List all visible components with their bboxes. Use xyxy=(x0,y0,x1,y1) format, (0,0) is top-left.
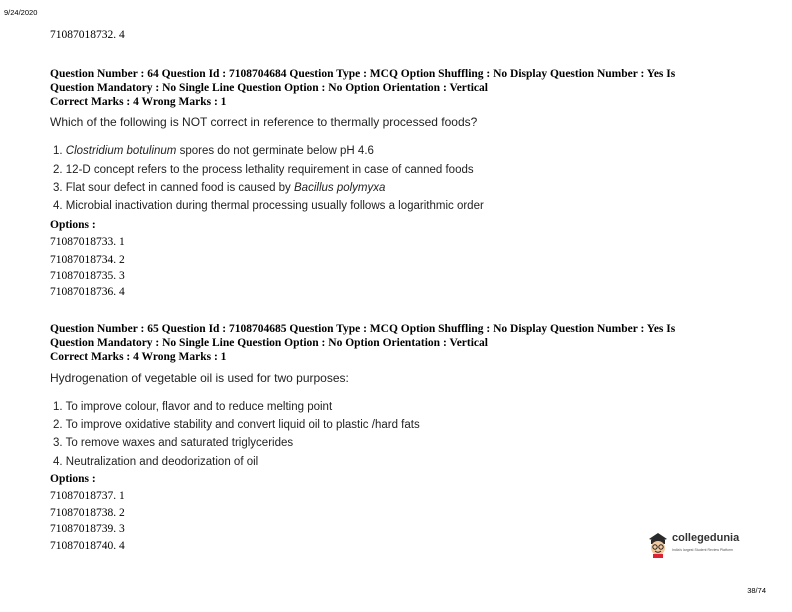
q64-choice-3-italic: Bacillus polymyxa xyxy=(294,182,386,194)
collegedunia-logo[interactable] xyxy=(646,530,756,560)
q65-choice-2: 2. To improve oxidative stability and convert liquid oil to plastic /hard fats xyxy=(53,419,420,431)
q64-choice-1-italic: Clostridium botulinum xyxy=(65,145,177,157)
q65-option-3: 71087018739. 3 xyxy=(50,523,125,535)
q65-header xyxy=(50,322,740,350)
q65-choice-3: 3. To remove waxes and saturated triglycerides xyxy=(53,437,294,449)
q65-choice-1: 1. To improve colour, flavor and to reduce melting point xyxy=(53,401,333,413)
q65-question-text: Hydrogenation of vegetable oil is used for two purposes: xyxy=(50,371,349,385)
q64-option-3: 71087018735. 3 xyxy=(50,270,125,282)
q64-header-line1: Question Number : 64 Question Id : 7108704684 Question Type : MCQ Option Shuffling : No Display Question Number : Yes Is xyxy=(50,68,676,80)
q65-header-line1: Question Number : 65 Question Id : 7108704685 Question Type : MCQ Option Shuffling : No Display Question Number : Yes Is xyxy=(50,323,676,335)
logo-wordmark: collegedunia xyxy=(672,532,740,544)
page-number: 38/74 xyxy=(747,586,766,595)
q65-option-4: 71087018740. 4 xyxy=(50,540,125,552)
q64-options-title: Options : xyxy=(50,219,96,231)
print-date: 9/24/2020 xyxy=(4,8,38,17)
q64-question-text: Which of the following is NOT correct in reference to thermally processed foods? xyxy=(50,115,478,129)
q64-choice-4: 4. Microbial inactivation during thermal processing usually follows a logarithmic order xyxy=(53,200,484,212)
q64-choice-1-rest: spores do not germinate below pH 4.6 xyxy=(176,145,374,157)
q64-choice-1 xyxy=(53,145,374,157)
q65-option-2: 71087018738. 2 xyxy=(50,507,125,519)
q64-option-1: 71087018733. 1 xyxy=(50,236,125,248)
q64-choice-3-prefix: 3. Flat sour defect in canned food is caused by xyxy=(53,182,295,194)
q64-choice-2: 2. 12-D concept refers to the process lethality requirement in case of canned foods xyxy=(53,164,474,176)
q65-choice-4: 4. Neutralization and deodorization of oil xyxy=(53,456,259,468)
q64-header xyxy=(50,67,740,95)
q65-options-title: Options : xyxy=(50,473,96,485)
mascot-icon xyxy=(646,530,670,558)
q65-header-line2: Question Mandatory : No Single Line Question Option : No Option Orientation : Vertical xyxy=(50,337,488,349)
q64-choice-3 xyxy=(53,182,385,194)
q65-marks: Correct Marks : 4 Wrong Marks : 1 xyxy=(50,351,227,363)
q64-option-2: 71087018734. 2 xyxy=(50,254,125,266)
q64-option-4: 71087018736. 4 xyxy=(50,286,125,298)
logo-tagline: India's largest Student Review Platform xyxy=(672,548,733,552)
q64-marks: Correct Marks : 4 Wrong Marks : 1 xyxy=(50,96,227,108)
q64-choice-1-prefix: 1. xyxy=(53,145,66,157)
prev-option-4: 71087018732. 4 xyxy=(50,29,125,41)
q65-option-1: 71087018737. 1 xyxy=(50,490,125,502)
q64-header-line2: Question Mandatory : No Single Line Question Option : No Option Orientation : Vertical xyxy=(50,82,488,94)
